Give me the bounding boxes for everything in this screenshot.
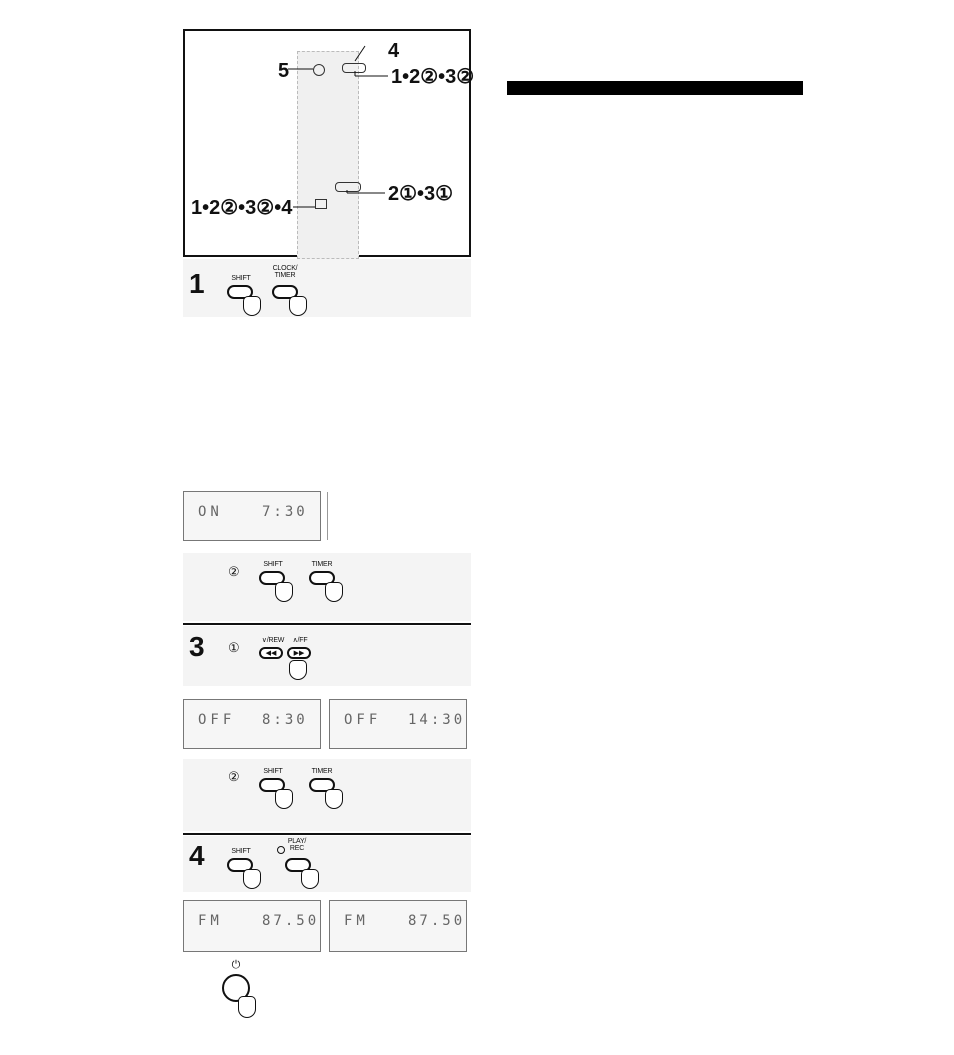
step3-ff-button[interactable]: ▶▶ [287, 647, 311, 659]
step3-ff-label: ∧/FF [292, 637, 308, 644]
callout-5: 5 [278, 60, 290, 82]
step4-hand-icon [243, 869, 261, 889]
step4-display-1-left: FM [198, 913, 223, 929]
step4-rule [183, 833, 471, 835]
step3-sub2-number: ② [228, 769, 240, 784]
step4-rec-dot-icon [277, 846, 285, 854]
step3-band [183, 626, 471, 686]
callout-top-right: 1•2②•3② [391, 66, 475, 88]
step4-display-2-left: FM [344, 913, 369, 929]
step4-number: 4 [189, 840, 205, 871]
step3-sub1-number: ① [228, 640, 240, 655]
step2-shift-label: SHIFT [263, 561, 283, 568]
callout-mid-right: 2①•3① [388, 183, 454, 205]
step3-display-2-right: 14:30 [408, 712, 466, 728]
step1-number: 1 [189, 268, 205, 299]
step1-hand-icon-2 [289, 296, 307, 316]
step2-sub-number: ② [228, 564, 240, 579]
step3-hand-icon-2 [275, 789, 293, 809]
step2-display-right: 7:30 [262, 504, 308, 520]
step2-divider [327, 492, 328, 540]
step4-hand-icon-2 [301, 869, 319, 889]
step4-display-1-right: 87.50 [262, 913, 320, 929]
power-hand-icon [238, 996, 256, 1018]
step3-number: 3 [189, 631, 205, 662]
step2-timer-label: TIMER [311, 561, 333, 568]
step3-shift-label: SHIFT [263, 768, 283, 775]
callout-lines [185, 31, 469, 255]
step1-hand-icon [243, 296, 261, 316]
step3-display-1-right: 8:30 [262, 712, 308, 728]
step1-band [183, 259, 471, 317]
step4-display-2-right: 87.50 [408, 913, 466, 929]
step3-display-1-left: OFF [198, 712, 236, 728]
step4-play-rec-label: PLAY/ REC [287, 838, 307, 852]
step2-display-left: ON [198, 504, 223, 520]
step1-shift-label: SHIFT [231, 275, 251, 282]
step3-rew-label: ∨/REW [261, 637, 285, 644]
callout-4: 4 [388, 40, 400, 62]
step3-display-1 [183, 699, 321, 749]
step2-hand-icon [275, 582, 293, 602]
step4-shift-label: SHIFT [231, 848, 251, 855]
remote-diagram-panel [183, 29, 475, 257]
step3-rule [183, 623, 471, 625]
step3-hand-icon [289, 660, 307, 680]
step3-rew-button[interactable]: ◀◀ [259, 647, 283, 659]
section-header-bar [507, 81, 803, 95]
step3-display-2-left: OFF [344, 712, 382, 728]
step2-hand-icon-2 [325, 582, 343, 602]
step3-timer-label: TIMER [311, 768, 333, 775]
step1-clock-timer-label: CLOCK/ TIMER [272, 265, 298, 279]
step3-hand-icon-3 [325, 789, 343, 809]
step4-display-1 [183, 900, 321, 952]
step4-display-2 [329, 900, 467, 952]
power-icon: ⏻ [231, 959, 241, 971]
step2-display [183, 491, 321, 541]
callout-left: 1•2②•3②•4 [191, 197, 293, 219]
step3-display-2 [329, 699, 467, 749]
